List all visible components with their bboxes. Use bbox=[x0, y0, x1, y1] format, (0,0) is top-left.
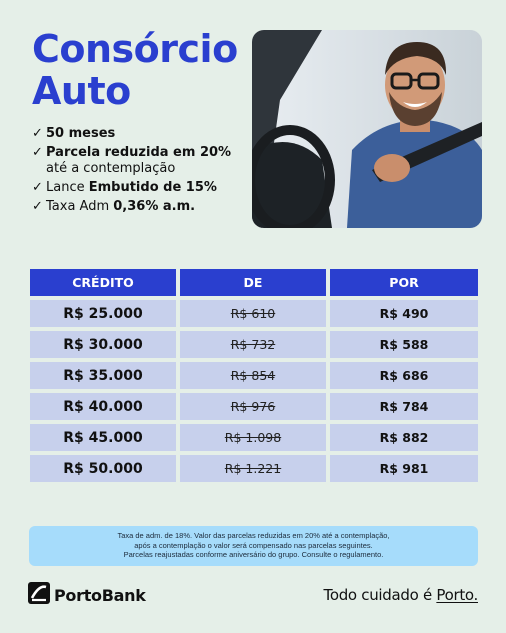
benefit-bold: Embutido de 15% bbox=[88, 180, 217, 195]
benefit-item bbox=[32, 126, 247, 142]
new-price: R$ 882 bbox=[330, 424, 478, 451]
man-driving-car-photo bbox=[252, 30, 482, 228]
check-icon: ✓ bbox=[32, 199, 43, 214]
credit-value: R$ 50.000 bbox=[30, 455, 176, 482]
disclaimer-note bbox=[29, 526, 478, 566]
header-credito: CRÉDITO bbox=[30, 269, 176, 296]
tagline bbox=[324, 586, 478, 604]
price-table bbox=[30, 269, 478, 486]
check-icon: ✓ bbox=[32, 145, 43, 160]
credit-value: R$ 45.000 bbox=[30, 424, 176, 451]
old-price: R$ 1.098 bbox=[180, 424, 326, 451]
old-price: R$ 1.221 bbox=[180, 455, 326, 482]
table-header bbox=[30, 269, 478, 296]
benefit-text: Taxa Adm bbox=[46, 199, 114, 214]
new-price: R$ 490 bbox=[330, 300, 478, 327]
brand-name: PortoBank bbox=[54, 586, 146, 605]
header-de: DE bbox=[180, 269, 326, 296]
table-row bbox=[30, 331, 478, 358]
benefits-list bbox=[32, 126, 247, 218]
page-title bbox=[32, 28, 238, 112]
credit-value: R$ 40.000 bbox=[30, 393, 176, 420]
credit-value: R$ 30.000 bbox=[30, 331, 176, 358]
credit-value: R$ 35.000 bbox=[30, 362, 176, 389]
table-row bbox=[30, 362, 478, 389]
benefit-bold: Parcela reduzida em 20% bbox=[46, 145, 232, 160]
disclaimer-line-2: após a contemplação o valor será compensado nas parcelas seguintes. bbox=[134, 540, 373, 550]
old-price: R$ 610 bbox=[180, 300, 326, 327]
benefit-bold: 0,36% a.m. bbox=[113, 199, 196, 214]
disclaimer-line-3: Parcelas reajustadas conforme aniversário do grupo. Consulte o regulamento. bbox=[123, 550, 384, 559]
credit-value: R$ 25.000 bbox=[30, 300, 176, 327]
benefit-text: Lance bbox=[46, 180, 89, 195]
check-icon: ✓ bbox=[32, 180, 43, 195]
benefit-item bbox=[32, 180, 247, 196]
benefit-text: até a contemplação bbox=[46, 161, 176, 176]
old-price: R$ 854 bbox=[180, 362, 326, 389]
table-row bbox=[30, 455, 478, 482]
title-line-2: Auto bbox=[32, 69, 131, 113]
benefit-item bbox=[32, 199, 247, 215]
old-price: R$ 732 bbox=[180, 331, 326, 358]
new-price: R$ 588 bbox=[330, 331, 478, 358]
tagline-brand: Porto. bbox=[436, 586, 478, 604]
benefit-item bbox=[32, 145, 247, 177]
table-row bbox=[30, 393, 478, 420]
old-price: R$ 976 bbox=[180, 393, 326, 420]
check-icon: ✓ bbox=[32, 126, 43, 141]
tagline-text: Todo cuidado é bbox=[323, 586, 437, 604]
table-row bbox=[30, 424, 478, 451]
new-price: R$ 784 bbox=[330, 393, 478, 420]
disclaimer-line-1: Taxa de adm. de 18%. Valor das parcelas reduzidas em 20% até a contemplação, bbox=[117, 531, 390, 540]
header-por: POR bbox=[330, 269, 478, 296]
porto-logo-icon bbox=[28, 582, 50, 609]
benefit-bold: 50 meses bbox=[46, 126, 116, 141]
new-price: R$ 686 bbox=[330, 362, 478, 389]
table-row bbox=[30, 300, 478, 327]
new-price: R$ 981 bbox=[330, 455, 478, 482]
title-line-1: Consórcio bbox=[32, 27, 238, 71]
porto-bank-logo bbox=[28, 582, 146, 609]
